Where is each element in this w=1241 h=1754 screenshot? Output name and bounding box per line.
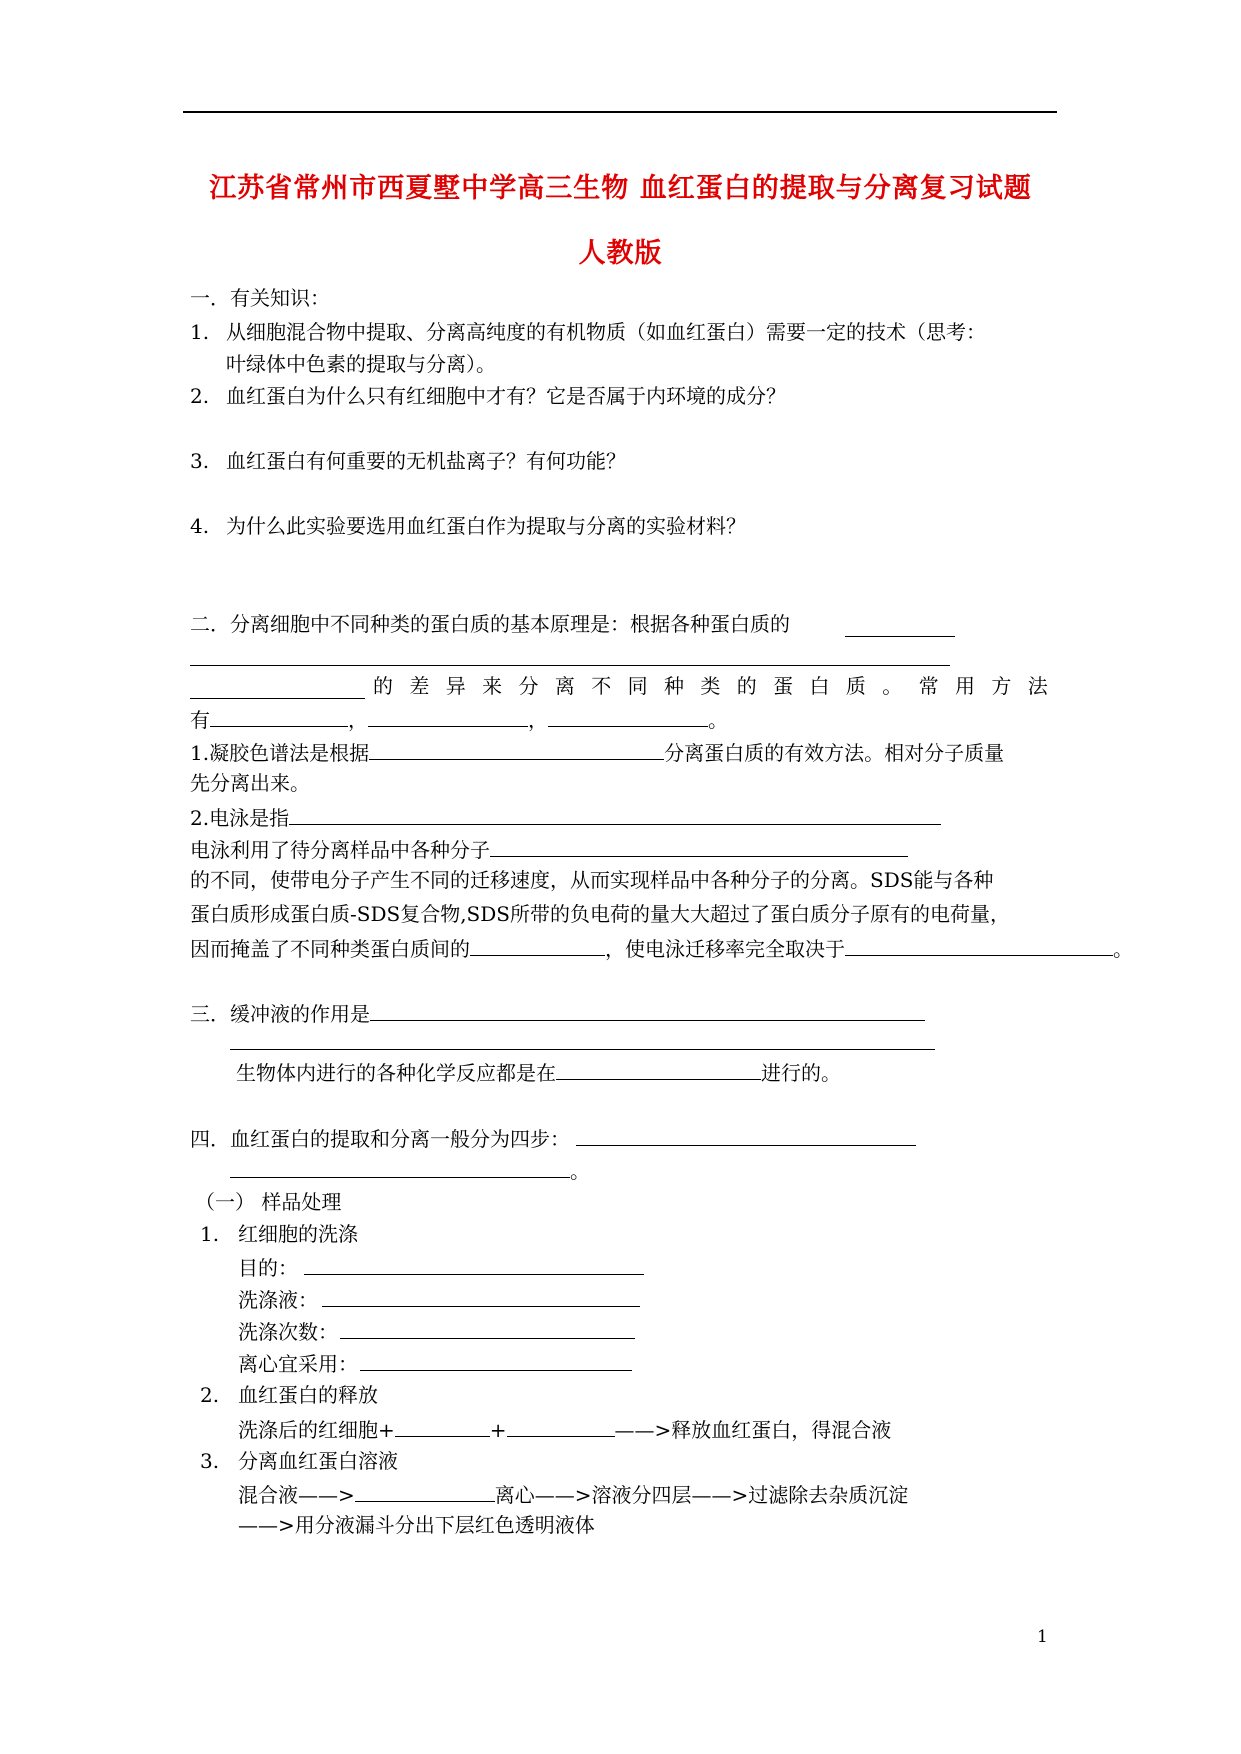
text: 有 [190,708,210,732]
section1-heading: 一．有关知识： [190,286,330,310]
text: ，使电泳迁移率完全取决于 [605,937,845,961]
blank-line [548,706,708,727]
text: 离心宜采用： [238,1352,358,1376]
spread-text-line [373,674,1048,698]
blank-line [576,1125,916,1146]
char: 同 [627,674,648,698]
text: 。 [570,1159,590,1183]
char: 不 [591,674,612,698]
section4-heading [190,1125,916,1151]
wash-liquid-line [238,1286,640,1312]
char: 差 [409,674,430,698]
blank-line [395,1416,490,1437]
electrophoresis-line [190,804,941,830]
text: 三．缓冲液的作用是 [190,1002,370,1026]
electrophoresis-line3: 的不同，使带电分子产生不同的迁移速度，从而实现样品中各种分子的分离。SDS能与各种 [190,868,994,892]
blank-line [845,935,1113,956]
char: 异 [445,674,466,698]
text: ， [348,708,368,732]
char: 白 [809,674,830,698]
q3-number: 3. [190,449,210,473]
blank-line [322,1286,640,1307]
char: 来 [482,674,503,698]
item1-number: 1. [200,1222,220,1246]
text: 目的： [238,1256,298,1280]
document-title-line2: 人教版 [578,238,663,269]
blank-line [289,804,941,825]
char: 常 [918,674,939,698]
blank-line [230,1157,570,1178]
section3-heading [190,1000,925,1026]
text: 四．血红蛋白的提取和分离一般分为四步： [190,1127,570,1151]
q4-text: 为什么此实验要选用血红蛋白作为提取与分离的实验材料？ [226,514,746,538]
char: 质 [845,674,866,698]
blank-line [210,706,348,727]
char: 分 [518,674,539,698]
q3-text: 血红蛋白有何重要的无机盐离子？有何功能？ [226,449,626,473]
char: 类 [700,674,721,698]
document-title-line1: 江苏省常州市西夏墅中学高三生物 血红蛋白的提取与分离复习试题 [209,173,1032,204]
char: 。 [882,674,903,698]
item1-text: 红细胞的洗涤 [238,1222,358,1246]
electrophoresis-line2 [190,836,908,862]
blank-line [355,1481,495,1502]
blank-line [190,665,950,666]
blank-line [490,836,908,857]
blank-line [470,935,605,956]
header-rule [183,111,1057,113]
item3-number: 3. [200,1449,220,1473]
item2-text: 血红蛋白的释放 [238,1383,378,1407]
blank-line [368,706,528,727]
char: 方 [991,674,1012,698]
char: 离 [554,674,575,698]
separation-line2: ——>用分液漏斗分出下层红色透明液体 [238,1513,595,1537]
item3-text: 分离血红蛋白溶液 [238,1449,398,1473]
q1-text-cont: 叶绿体中色素的提取与分离）。 [226,352,496,376]
char: 的 [736,674,757,698]
text: 2.电泳是指 [190,806,290,830]
char: 的 [373,674,393,698]
item2-number: 2. [200,1383,220,1407]
centrifuge-line [238,1350,632,1376]
q4-number: 4. [190,514,210,538]
electrophoresis-line5 [190,935,1133,961]
blank-line [304,1254,644,1275]
blank-line [507,1416,615,1437]
char: 法 [1027,674,1048,698]
blank-line [369,739,664,760]
blank-line [556,1059,761,1080]
text: 。 [708,708,728,732]
electrophoresis-line4: 蛋白质形成蛋白质-SDS复合物,SDS所带的负电荷的量大大超过了蛋白质分子原有的电荷量， [190,902,1010,926]
char: 用 [955,674,975,698]
section4-line2 [230,1157,590,1183]
gel-line2: 先分离出来。 [190,771,310,795]
blank-line [340,1318,635,1339]
blank-line [230,1049,935,1050]
blank-line [370,1000,925,1021]
char: 种 [664,674,684,698]
text: 混合液——> [238,1483,355,1507]
q1-number: 1. [190,320,210,344]
text: 洗涤液： [238,1288,318,1312]
page-number: 1 [1037,1627,1048,1647]
text: 电泳利用了待分离样品中各种分子 [190,838,490,862]
q1-text: 从细胞混合物中提取、分离高纯度的有机物质（如血红蛋白）需要一定的技术（思考： [226,320,986,344]
text: + [489,1418,507,1442]
text: 洗涤次数： [238,1320,338,1344]
section2-heading: 二．分离细胞中不同种类的蛋白质的基本原理是：根据各种蛋白质的 [190,612,790,636]
gel-chromatography-line [190,739,1004,765]
blank-line [360,1350,632,1371]
text: ， [528,708,548,732]
text: 进行的。 [761,1061,841,1085]
char: 蛋 [773,674,794,698]
text: ——>释放血红蛋白，得混合液 [614,1418,892,1442]
text: 生物体内进行的各种化学反应都是在 [236,1061,556,1085]
text: 。 [1113,937,1133,961]
purpose-line [238,1254,644,1280]
blank-line [845,636,955,637]
section3-line3 [236,1059,841,1085]
subsection-sample-processing: （一） 样品处理 [195,1190,342,1214]
blank-line [190,698,365,699]
text: 离心——>溶液分四层——>过滤除去杂质沉淀 [494,1483,909,1507]
text: 洗涤后的红细胞+ [238,1418,395,1442]
q2-text: 血红蛋白为什么只有红细胞中才有？它是否属于内环境的成分？ [226,384,786,408]
separation-line [238,1481,908,1507]
text: 因而掩盖了不同种类蛋白质间的 [190,937,470,961]
wash-times-line [238,1318,635,1344]
text: 分离蛋白质的有效方法。相对分子质量 [664,741,1005,765]
q2-number: 2. [190,384,210,408]
methods-line [190,706,728,732]
release-line [238,1416,891,1442]
text: 1.凝胶色谱法是根据 [190,741,370,765]
